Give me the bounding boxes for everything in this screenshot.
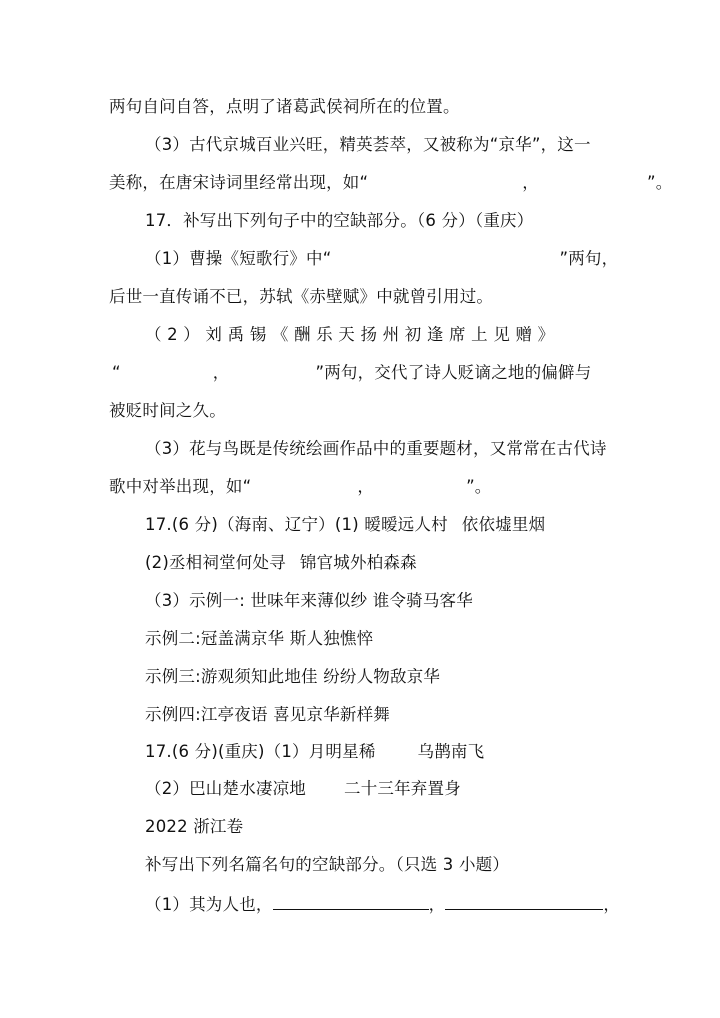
text-segment: 乌鹊南飞 — [417, 742, 485, 761]
text-segment: ”两句， — [559, 249, 619, 268]
answer-17-hainan — [145, 514, 545, 536]
answer-line-2 — [145, 552, 417, 574]
text-line-10: （3）花与鸟既是传统绘画作品中的重要题材，又常常在古代诗 — [145, 439, 607, 458]
text-line-7: （ 2 ） 刘 禹 锡 《 酬 乐 天 扬 州 初 逢 席 上 见 赠 》 — [145, 325, 555, 344]
text-line-6: 后世一直传诵不已，苏轼《赤壁赋》中就曾引用过。 — [109, 287, 494, 306]
text-segment: 锦官城外柏森森 — [299, 553, 417, 572]
text-segment: ， — [428, 895, 446, 914]
text-segment: 依依墟里烟 — [461, 515, 546, 534]
text-segment: ， — [522, 173, 539, 192]
text-segment: ”。 — [466, 477, 492, 496]
text-line-9: 被贬时间之久。 — [109, 401, 226, 420]
text-segment: 美称，在唐宋诗词里经常出现，如“ — [109, 173, 369, 192]
example-2: 示例二:冠盖满京华 斯人独憔悴 — [145, 629, 374, 648]
text-segment: (2)丞相祠堂何处寻 — [145, 553, 286, 572]
answer-line-5 — [145, 778, 461, 800]
text-line-5 — [145, 248, 618, 270]
text-segment: “ — [112, 363, 121, 382]
text-segment: （2）巴山楚水凄凉地 — [145, 779, 306, 798]
text-segment: 歌中对举出现，如“ — [109, 477, 252, 496]
answer-line-3: （3）示例一: 世味年来薄似纱 谁令骑马客华 — [145, 591, 473, 610]
text-segment: 17.(6 分)(重庆)（1）月明星稀 — [145, 742, 376, 761]
text-line-3 — [109, 172, 672, 194]
answer-17-chongqing — [145, 741, 484, 763]
text-segment: （1）其为人也， — [145, 895, 273, 914]
answer-blank[interactable] — [273, 892, 429, 910]
text-line-2: （3）古代京城百业兴旺，精英荟萃，又被称为“京华”，这一 — [145, 135, 591, 154]
answer-blank[interactable] — [445, 892, 603, 910]
text-segment: ， — [603, 895, 621, 914]
instruction-line: 补写出下列名篇名句的空缺部分。（只选 3 小题） — [145, 855, 510, 874]
text-segment: ， — [212, 363, 230, 382]
text-segment: ”。 — [646, 173, 673, 192]
text-segment: 17.(6 分)（海南、辽宁）(1) 暧暧远人村 — [145, 515, 448, 534]
text-segment: ， — [357, 477, 375, 496]
section-heading-2022-zhejiang: 2022 浙江卷 — [145, 817, 244, 836]
text-line-11 — [109, 476, 492, 498]
text-line-8 — [112, 362, 591, 384]
example-4: 示例四:江亭夜语 喜见京华新样舞 — [145, 705, 391, 724]
text-segment: （1）曹操《短歌行》中“ — [145, 249, 332, 268]
text-line-1: 两句自问自答，点明了诸葛武侯祠所在的位置。 — [109, 97, 460, 116]
text-segment: ”两句，交代了诗人贬谪之地的偏僻与 — [315, 363, 592, 382]
question-1-line — [145, 892, 620, 916]
example-3: 示例三:游观须知此地佳 纷纷人物敌京华 — [145, 667, 441, 686]
question-17-heading: 17．补写出下列句子中的空缺部分。（6 分）（重庆） — [145, 211, 534, 230]
text-segment: 二十三年弃置身 — [344, 779, 461, 798]
